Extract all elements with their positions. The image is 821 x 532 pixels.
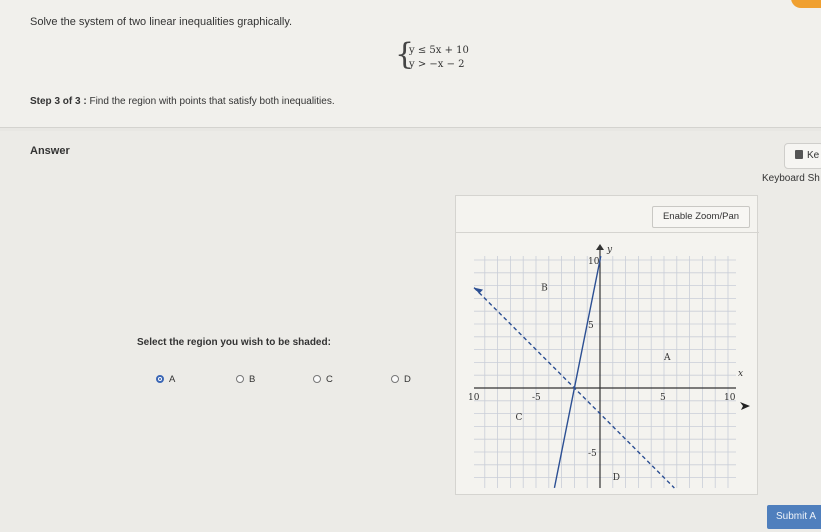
x-tick-label: -5 — [532, 393, 541, 403]
answer-label: Answer — [30, 145, 70, 157]
keyboard-button[interactable] — [784, 143, 821, 169]
keyboard-shortcuts-link[interactable]: Keyboard Sh — [762, 173, 820, 184]
region-option-d[interactable] — [391, 374, 411, 385]
left-brace-icon: { — [395, 37, 415, 72]
cursor-icon — [740, 402, 750, 410]
step-text: Find the region with points that satisfy both inequalities. — [89, 96, 335, 107]
region-label-d: D — [612, 473, 621, 484]
option-label: C — [326, 374, 333, 385]
divider — [456, 232, 759, 233]
graph-labels — [468, 245, 743, 483]
y-tick-label: -5 — [588, 449, 597, 459]
calculator-icon — [795, 150, 803, 159]
region-label-a: A — [664, 352, 671, 363]
radio-icon[interactable] — [313, 375, 321, 383]
region-option-c[interactable] — [313, 374, 333, 385]
y-tick-label: 5 — [588, 321, 594, 331]
y-axis-label: y — [607, 245, 613, 255]
region-option-a[interactable] — [156, 374, 175, 385]
submit-answer-button[interactable]: Submit A — [767, 505, 821, 529]
question-panel — [0, 0, 821, 128]
y-tick-label: 10 — [588, 257, 600, 267]
region-option-b[interactable] — [236, 374, 255, 385]
option-label: D — [404, 374, 411, 385]
enable-zoom-pan-button[interactable]: Enable Zoom/Pan — [652, 206, 750, 228]
graph-panel — [455, 195, 758, 495]
inequality-system — [395, 37, 469, 72]
inequality-2: y > −x − 2 — [409, 59, 465, 70]
region-label-c: C — [515, 413, 523, 423]
graph-axes — [474, 244, 750, 488]
coordinate-graph[interactable] — [464, 236, 750, 491]
x-tick-label: 5 — [660, 393, 666, 403]
region-label-b: B — [541, 283, 548, 294]
x-tick-label: 10 — [468, 393, 480, 403]
option-label: B — [249, 374, 256, 385]
radio-icon[interactable] — [236, 375, 244, 383]
x-axis-label: x — [738, 369, 744, 379]
select-region-label: Select the region you wish to be shaded: — [137, 337, 331, 348]
y-axis-arrow-icon — [596, 244, 604, 250]
answer-panel — [0, 131, 821, 532]
radio-icon[interactable] — [391, 375, 399, 383]
graph-grid — [474, 256, 736, 488]
step-label: Step 3 of 3 : — [30, 96, 87, 107]
radio-icon[interactable] — [156, 375, 164, 383]
dashed-line-arrow-icon — [474, 288, 483, 294]
x-tick-label: 10 — [724, 393, 736, 403]
question-prompt: Solve the system of two linear inequalities graphically. — [30, 16, 293, 28]
status-indicator — [791, 0, 821, 8]
keyboard-button-label: Ke — [807, 150, 820, 161]
option-label: A — [169, 374, 176, 385]
step-instruction — [30, 96, 335, 107]
inequality-1: y ≤ 5x + 10 — [409, 45, 469, 56]
